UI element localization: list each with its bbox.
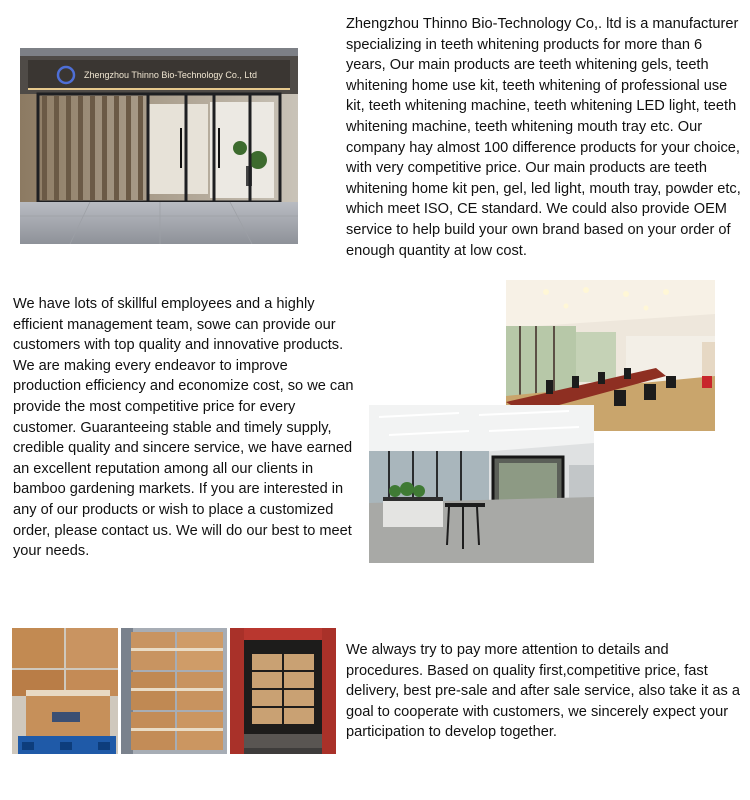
team-paragraph: We have lots of skillful employees and a highly efficient management team, sowe can provide our customers with top quality and innovative products. We are making every endeavor to improve production efficiency and economize cost, so we can provide the most competitive price for every customer. Guaranteeing stable and timely supply, credible quality and sincere service, we have earned an excellent reputation among all our clients in bamboo gardening markets. If you are interested in any of our products or wish to place a customized order, please contact us. We will do our best to meet your needs. — [13, 296, 354, 560]
company-intro-paragraph: Zhengzhou Thinno Bio-Technology Co,. ltd is a manufacturer specializing in teeth whitening products for more than 6 years, Our main products are teeth whitening gels, teeth whitening home use kit, teeth whitening of professional use kit, teeth whitening machine, teeth whitening LED light, teeth whitening machine, teeth whitening mouth tray etc. Our company hay almost 100 difference products for your choice, with very competitive price. Our main products are teeth whitening home kit pen, gel, led light, mouth tray, powder etc, which meet ISO, CE standard. We could also provide OEM service to help build your own brand based on your order of enough quantity at low cost. — [346, 16, 741, 259]
stacked-boxes-photo — [121, 628, 227, 754]
container-loading-photo — [230, 628, 336, 754]
storefront-photo — [20, 48, 298, 244]
service-paragraph: We always try to pay more attention to details and procedures. Based on quality first,competitive price, fast delivery, best pre-sale and after sale service, also take it as a goal to cooperate with customers, we sincerely expect your participation to develop together. — [346, 642, 740, 741]
storefront-sign-text: Zhengzhou Thinno Bio-Technology Co., Ltd — [84, 70, 257, 80]
open-office-photo — [369, 405, 594, 563]
boxes-pallet-photo — [12, 628, 118, 754]
